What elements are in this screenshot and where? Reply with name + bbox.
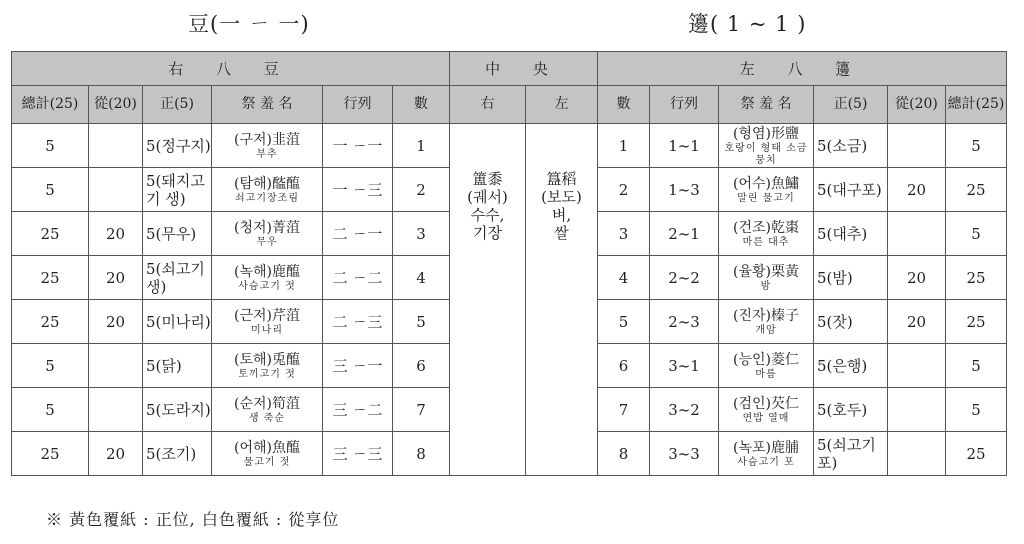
cell-total: 5 xyxy=(12,124,89,168)
header-center: 中 央 xyxy=(450,52,598,86)
col-cong: 從(20) xyxy=(888,86,946,124)
cell-cong: 20 xyxy=(89,256,143,300)
cell-offering xyxy=(719,256,814,300)
offering-name: (검인)芡仁 xyxy=(733,396,799,413)
cell-zheng: 5(잣) xyxy=(814,300,888,344)
center-line: 수수, xyxy=(470,206,505,224)
col-zheng: 正(5) xyxy=(143,86,212,124)
center-line: 벼, xyxy=(551,206,572,224)
cell-total: 25 xyxy=(946,256,1007,300)
cell-offering xyxy=(212,300,323,344)
cell-offering xyxy=(719,432,814,476)
offering-desc: 연밥 열매 xyxy=(742,412,790,424)
title-dou: 豆(一 ㄧ 一) xyxy=(188,12,310,36)
cell-cong xyxy=(888,388,946,432)
offering-desc: 사슴고기 포 xyxy=(737,456,795,468)
title-bian: 籩( 1 ~ 1 ) xyxy=(688,12,807,36)
cell-position: 二 ㄧ三 xyxy=(323,300,393,344)
cell-total: 25 xyxy=(12,256,89,300)
offering-name: (청저)菁菹 xyxy=(234,220,300,237)
cell-number: 6 xyxy=(598,344,650,388)
cell-zheng: 5(쇠고기 포) xyxy=(814,432,888,476)
cell-number: 2 xyxy=(393,168,450,212)
cell-number: 8 xyxy=(598,432,650,476)
cell-total: 5 xyxy=(12,388,89,432)
center-line: 簋稻 xyxy=(546,170,577,188)
table-row xyxy=(12,124,1007,168)
header-right-eight-dou: 右 八 豆 xyxy=(12,52,450,86)
cell-total: 5 xyxy=(946,388,1007,432)
cell-total: 25 xyxy=(12,300,89,344)
cell-cong: 20 xyxy=(89,300,143,344)
cell-zheng: 5(밤) xyxy=(814,256,888,300)
cell-number: 8 xyxy=(393,432,450,476)
cell-total: 5 xyxy=(12,344,89,388)
offering-name: (형염)形鹽 xyxy=(733,126,799,143)
offering-desc: 부추 xyxy=(256,148,278,160)
cell-offering xyxy=(719,212,814,256)
cell-number: 1 xyxy=(393,124,450,168)
cell-cong: 20 xyxy=(888,168,946,212)
header-left-eight-bian: 左 八 籩 xyxy=(598,52,1007,86)
col-offering-name: 祭 羞 名 xyxy=(719,86,814,124)
cell-offering xyxy=(719,300,814,344)
cell-position: 1~1 xyxy=(650,124,719,168)
cell-position: 一 ㄧ一 xyxy=(323,124,393,168)
offering-name: (토해)兎醢 xyxy=(234,352,300,369)
cell-position: 1~3 xyxy=(650,168,719,212)
footnote: ※ 黃色覆紙 : 正位, 白色覆紙 : 從享位 xyxy=(46,510,340,529)
offering-name: (능인)菱仁 xyxy=(733,352,799,369)
offering-name: (건조)乾棗 xyxy=(733,220,799,237)
cell-position: 3~1 xyxy=(650,344,719,388)
offering-name: (어해)魚醢 xyxy=(234,440,300,457)
center-right-grain xyxy=(450,124,526,476)
cell-total: 25 xyxy=(946,300,1007,344)
cell-position: 三 ㄧ一 xyxy=(323,344,393,388)
cell-cong xyxy=(888,344,946,388)
cell-cong: 20 xyxy=(89,432,143,476)
cell-zheng: 5(호두) xyxy=(814,388,888,432)
cell-offering xyxy=(212,124,323,168)
cell-offering xyxy=(212,432,323,476)
cell-zheng: 5(돼지고기 생) xyxy=(143,168,212,212)
cell-number: 3 xyxy=(393,212,450,256)
offering-desc: 생 죽순 xyxy=(248,412,286,424)
cell-position: 3~3 xyxy=(650,432,719,476)
cell-position: 二 ㄧ二 xyxy=(323,256,393,300)
center-line: 簠黍 xyxy=(472,170,503,188)
center-line: 기장 xyxy=(473,224,502,242)
offering-desc: 쇠고기장조림 xyxy=(235,192,299,204)
cell-cong xyxy=(89,168,143,212)
cell-total: 25 xyxy=(946,432,1007,476)
offering-desc: 개암 xyxy=(755,324,777,336)
col-zheng: 正(5) xyxy=(814,86,888,124)
cell-offering xyxy=(212,256,323,300)
offering-desc: 물고기 젓 xyxy=(243,456,291,468)
cell-zheng: 5(도라지) xyxy=(143,388,212,432)
cell-zheng: 5(조기) xyxy=(143,432,212,476)
col-center-left: 左 xyxy=(526,86,598,124)
offering-name: (근저)芹菹 xyxy=(234,308,300,325)
cell-number: 2 xyxy=(598,168,650,212)
offering-desc: 마름 xyxy=(755,368,777,380)
offering-desc: 사슴고기 젓 xyxy=(238,280,296,292)
cell-offering xyxy=(719,388,814,432)
offering-desc: 호랑이 형태 소금 뭉치 xyxy=(724,142,808,166)
offering-name: (녹해)鹿醢 xyxy=(234,264,300,281)
col-total: 總計(25) xyxy=(12,86,89,124)
center-line: (보도) xyxy=(541,188,582,206)
offering-desc: 말린 물고기 xyxy=(737,192,795,204)
cell-number: 5 xyxy=(393,300,450,344)
center-line: (궤서) xyxy=(467,188,508,206)
cell-number: 5 xyxy=(598,300,650,344)
col-offering-name: 祭 羞 名 xyxy=(212,86,323,124)
cell-position: 2~3 xyxy=(650,300,719,344)
cell-zheng: 5(쇠고기 생) xyxy=(143,256,212,300)
offering-name: (구저)韭菹 xyxy=(234,132,300,149)
cell-cong xyxy=(89,344,143,388)
offering-desc: 밤 xyxy=(760,280,772,292)
cell-cong xyxy=(89,388,143,432)
cell-cong xyxy=(888,432,946,476)
cell-cong xyxy=(888,124,946,168)
cell-total: 5 xyxy=(946,124,1007,168)
cell-number: 4 xyxy=(393,256,450,300)
cell-zheng: 5(닭) xyxy=(143,344,212,388)
col-center-right: 右 xyxy=(450,86,526,124)
cell-zheng: 5(대구포) xyxy=(814,168,888,212)
cell-position: 三 ㄧ三 xyxy=(323,432,393,476)
cell-cong: 20 xyxy=(89,212,143,256)
cell-number: 6 xyxy=(393,344,450,388)
cell-number: 7 xyxy=(393,388,450,432)
cell-number: 1 xyxy=(598,124,650,168)
offering-name: (진자)榛子 xyxy=(733,308,799,325)
cell-total: 25 xyxy=(12,212,89,256)
cell-zheng: 5(대추) xyxy=(814,212,888,256)
col-number: 數 xyxy=(598,86,650,124)
cell-offering xyxy=(719,124,814,168)
cell-cong: 20 xyxy=(888,300,946,344)
col-position: 行列 xyxy=(323,86,393,124)
offering-table xyxy=(11,51,1007,476)
cell-total: 5 xyxy=(946,212,1007,256)
cell-offering xyxy=(212,212,323,256)
cell-position: 一 ㄧ三 xyxy=(323,168,393,212)
offering-name: (탐해)醓醢 xyxy=(234,176,300,193)
cell-offering xyxy=(719,168,814,212)
cell-total: 5 xyxy=(12,168,89,212)
cell-number: 3 xyxy=(598,212,650,256)
cell-total: 5 xyxy=(946,344,1007,388)
cell-zheng: 5(정구지) xyxy=(143,124,212,168)
col-number: 數 xyxy=(393,86,450,124)
cell-cong xyxy=(89,124,143,168)
cell-position: 2~2 xyxy=(650,256,719,300)
cell-offering xyxy=(719,344,814,388)
cell-zheng: 5(무우) xyxy=(143,212,212,256)
center-left-grain xyxy=(526,124,598,476)
cell-cong xyxy=(888,212,946,256)
cell-total: 25 xyxy=(946,168,1007,212)
offering-name: (어수)魚鱐 xyxy=(733,176,799,193)
cell-cong: 20 xyxy=(888,256,946,300)
cell-position: 3~2 xyxy=(650,388,719,432)
cell-position: 二 ㄧ一 xyxy=(323,212,393,256)
col-cong: 從(20) xyxy=(89,86,143,124)
col-position: 行列 xyxy=(650,86,719,124)
cell-number: 4 xyxy=(598,256,650,300)
offering-desc: 미나리 xyxy=(251,324,283,336)
cell-offering xyxy=(212,168,323,212)
offering-desc: 마른 대추 xyxy=(742,236,790,248)
cell-position: 2~1 xyxy=(650,212,719,256)
cell-number: 7 xyxy=(598,388,650,432)
cell-position: 三 ㄧ二 xyxy=(323,388,393,432)
cell-total: 25 xyxy=(12,432,89,476)
offering-desc: 토끼고기 젓 xyxy=(238,368,296,380)
cell-zheng: 5(은행) xyxy=(814,344,888,388)
offering-name: (녹포)鹿脯 xyxy=(733,440,799,457)
center-line: 쌀 xyxy=(554,224,569,242)
cell-zheng: 5(미나리) xyxy=(143,300,212,344)
offering-desc: 무우 xyxy=(256,236,278,248)
cell-zheng: 5(소금) xyxy=(814,124,888,168)
offering-name: (율황)栗黃 xyxy=(733,264,799,281)
offering-name: (순저)筍菹 xyxy=(234,396,300,413)
cell-offering xyxy=(212,388,323,432)
col-total: 總計(25) xyxy=(946,86,1007,124)
cell-offering xyxy=(212,344,323,388)
